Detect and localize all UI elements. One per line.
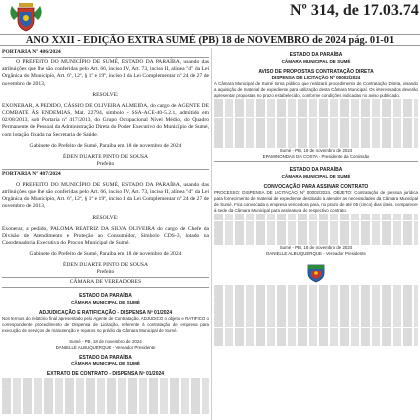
illegible-text-line bbox=[2, 408, 209, 414]
portaria-487-signer: ÉDEN DUARTE PINTO DE SOUSA bbox=[62, 262, 149, 269]
illegible-text-line bbox=[214, 334, 418, 340]
illegible-text-line bbox=[214, 111, 418, 117]
edition-number: Nº 314, de 17.03.74 bbox=[290, 2, 419, 19]
illegible-text-line bbox=[214, 303, 418, 309]
edition-banner bbox=[0, 34, 420, 46]
ratification-body: Nos termos do relatório final apresentado pelo Agente de Contratação, ADJUDICO o objeto e RATIFICO o correspondente procedimento de Dispensa de Licitação, referente à contratação de empresa para execução de serviços de manutenção e reparos no prédio da Câmara Municipal de Sumé. bbox=[2, 316, 209, 334]
portaria-487-place-date: Gabinete do Prefeito de Sumé, Paraíba em 18 de novembro de 2024 bbox=[29, 251, 182, 258]
aviso-signer: EPAMINONDAS DA COSTA - Presidente da Comissão bbox=[262, 154, 370, 160]
column-divider bbox=[211, 48, 212, 420]
right-state: ESTADO DA PARAÍBA bbox=[289, 52, 343, 58]
portaria-487-heading: PORTARIA Nº 487/2024 bbox=[2, 170, 61, 177]
left-column bbox=[2, 48, 209, 420]
illegible-text-line bbox=[2, 402, 209, 408]
ratification-signer: DANIELLE ALBUQUERQUE - Vereador Presidente bbox=[55, 344, 156, 350]
section-rule bbox=[214, 161, 418, 162]
edition-banner-text: ANO XXII - EDIÇÃO EXTRA SUMÉ (PB) 18 de NOVEMBRO de 2024 pág. 01-01 bbox=[25, 35, 395, 46]
portaria-486-place-date: Gabinete do Prefeito de Sumé, Paraíba em 18 de novembro de 2024 bbox=[29, 142, 182, 149]
convocacao-body: PROCESSO: DISPENSA DE LICITAÇÃO Nº 00002/2024. OBJETO: Contratação de pessoa jurídica para fornecimento de material de expediente destinado a atender as necessidades da Câmara Municipal de Sumé. Fica convocada a empresa vencedora para, no prazo de até 05 (cinco) dias úteis, comparecer à sede da Câmara Municipal para assinatura do respectivo contrato. bbox=[214, 190, 418, 214]
ratification-place-date: Sumé - PB, 18 de novembro de 2024 bbox=[69, 338, 142, 344]
second-state: ESTADO DA PARAÍBA bbox=[79, 354, 132, 361]
illegible-text-line bbox=[214, 285, 418, 291]
convocacao-place-date: Sumé - PB, 18 de novembro de 2024 bbox=[279, 244, 353, 250]
illegible-text-line bbox=[214, 328, 418, 334]
illegible-text-line bbox=[214, 291, 418, 297]
illegible-text-line bbox=[214, 214, 418, 220]
portaria-487-preamble: O PREFEITO DO MUNICÍPIO DE SUMÉ, ESTADO DA PARAÍBA, usando das atribuições que lhe são conferidas pelo Art. 66, inciso IV, Art. 73, inciso II, alínea "d" da Lei Orgânica do Município, Art. 6º, 12º, § 1º e 19º, inciso I da Lei Complementar nº 24 de 27 de novembro de 2013, bbox=[2, 181, 209, 210]
illegible-text-line bbox=[214, 105, 418, 111]
illegible-text-line bbox=[214, 227, 418, 233]
illegible-text-line bbox=[2, 378, 209, 384]
portaria-486-preamble: O PREFEITO DO MUNICÍPIO DE SUMÉ, ESTADO DA PARAÍBA, usando das atribuições que lhe são conferidas pelo Art. 66, inciso IV, Art. 73, inciso II, alínea "d" da Lei Orgânica do Município, Art. 6º, 12º, § 1º e 19º, inciso I da Lei Complementar nº 24 de 27 de novembro de 2013, bbox=[2, 59, 209, 87]
illegible-text-line bbox=[214, 124, 418, 130]
portaria-487-resolve: RESOLVE: bbox=[92, 214, 119, 221]
camara-state: ESTADO DA PARAÍBA bbox=[79, 293, 132, 300]
portaria-486-signer: ÉDEN DUARTE PINTO DE SOUSA bbox=[62, 153, 149, 160]
right-chamber-2: CÂMARA MUNICIPAL DE SUMÉ bbox=[281, 173, 351, 179]
illegible-text-line bbox=[214, 99, 418, 105]
convocacao-signer: DANIELLE ALBUQUERQUE - Vereador Presidente bbox=[266, 250, 366, 256]
illegible-text-line bbox=[214, 233, 418, 239]
illegible-text-line bbox=[214, 239, 418, 245]
illegible-text-line bbox=[214, 315, 418, 321]
camara-section-heading: CÂMARA DE VEREADORES bbox=[69, 279, 142, 286]
chamber-seal-icon bbox=[305, 261, 327, 283]
portaria-487-signer-role: Prefeito bbox=[96, 269, 115, 276]
portaria-486-signer-role: Prefeito bbox=[96, 160, 115, 167]
illegible-text-line bbox=[214, 136, 418, 142]
illegible-text-line bbox=[214, 340, 418, 346]
illegible-text-line bbox=[2, 384, 209, 390]
portaria-486-resolve: RESOLVE: bbox=[92, 91, 119, 98]
masthead bbox=[0, 0, 420, 34]
illegible-text-line bbox=[214, 130, 418, 136]
portaria-487-text: Exonerar, a pedido, PALOMA BEATRIZ DA SILVA OLIVEIRA do cargo de Chefe da Divisão de Atendimento e Proteção ao Consumidor, Símbolo CDS-3, lotado na Coordenadoria Executiva do Procon Municipal de Sumé. bbox=[2, 225, 209, 247]
illegible-text-line bbox=[214, 297, 418, 303]
right-state-2: ESTADO DA PARAÍBA bbox=[289, 167, 343, 174]
aviso-place-date: Sumé - PB, 18 de novembro de 2024 bbox=[279, 148, 353, 154]
illegible-text-line bbox=[214, 321, 418, 327]
camara-chamber: CÂMARA MUNICIPAL DE SUMÉ bbox=[71, 299, 140, 305]
right-column bbox=[214, 48, 418, 420]
section-rule bbox=[2, 287, 209, 288]
aviso-subtitle: DISPENSA DE LICITAÇÃO Nº 00002/2024 bbox=[271, 75, 361, 80]
illegible-text-line bbox=[2, 396, 209, 402]
extract-title: EXTRATO DE CONTRATO - DISPENSA Nº 01/2024 bbox=[46, 371, 165, 378]
aviso-body: A Câmara Municipal de Sumé torna público que realizará procedimento de Contratação Direta, visando a aquisição de material de expediente para utilização desta Câmara Municipal. Os interessados deverão apresentar propostas no prazo estabelecido, conforme condições indicadas no aviso publicado. bbox=[214, 81, 418, 99]
illegible-text-line bbox=[214, 309, 418, 315]
right-chamber: CÂMARA MUNICIPAL DE SUMÉ bbox=[281, 58, 351, 64]
ratification-title: ADJUDICAÇÃO E RATIFICAÇÃO - DISPENSA Nº 01/2024 bbox=[38, 309, 173, 316]
section-rule bbox=[2, 57, 209, 58]
section-rule bbox=[2, 169, 209, 170]
illegible-text-line bbox=[2, 390, 209, 396]
municipal-coat-of-arms-icon bbox=[4, 0, 48, 34]
second-chamber: CÂMARA MUNICIPAL DE SUMÉ bbox=[71, 361, 140, 367]
illegible-text-line bbox=[214, 142, 418, 148]
illegible-text-line bbox=[214, 221, 418, 227]
illegible-text-line bbox=[214, 118, 418, 124]
portaria-486-heading: PORTARIA Nº 486/2024 bbox=[2, 49, 61, 55]
aviso-title: AVISO DE PROPOSTAS CONTRATAÇÃO DIRETA bbox=[258, 68, 374, 75]
convocacao-title: CONVOCAÇÃO PARA ASSINAR CONTRATO bbox=[263, 183, 369, 190]
portaria-486-text: EXONERAR, A PEDIDO, CÁSSIO DE OLIVEIRA ALMEIDA, do cargo de AGENTE DE COMBATE ÀS ENDEMIAS, Mat. 22794, símbolo - SSA-ACE-40-5.2.1, admitido em 02/08/2013, sob Portaria nº 417/2013, do Grupo Ocupacional Nível Médio, do Quadro Permanente de Pessoal da Administração Direta do Poder Executivo do Município de Sumé, com lotação fixada na Secretaria de Saúde. bbox=[2, 102, 209, 138]
